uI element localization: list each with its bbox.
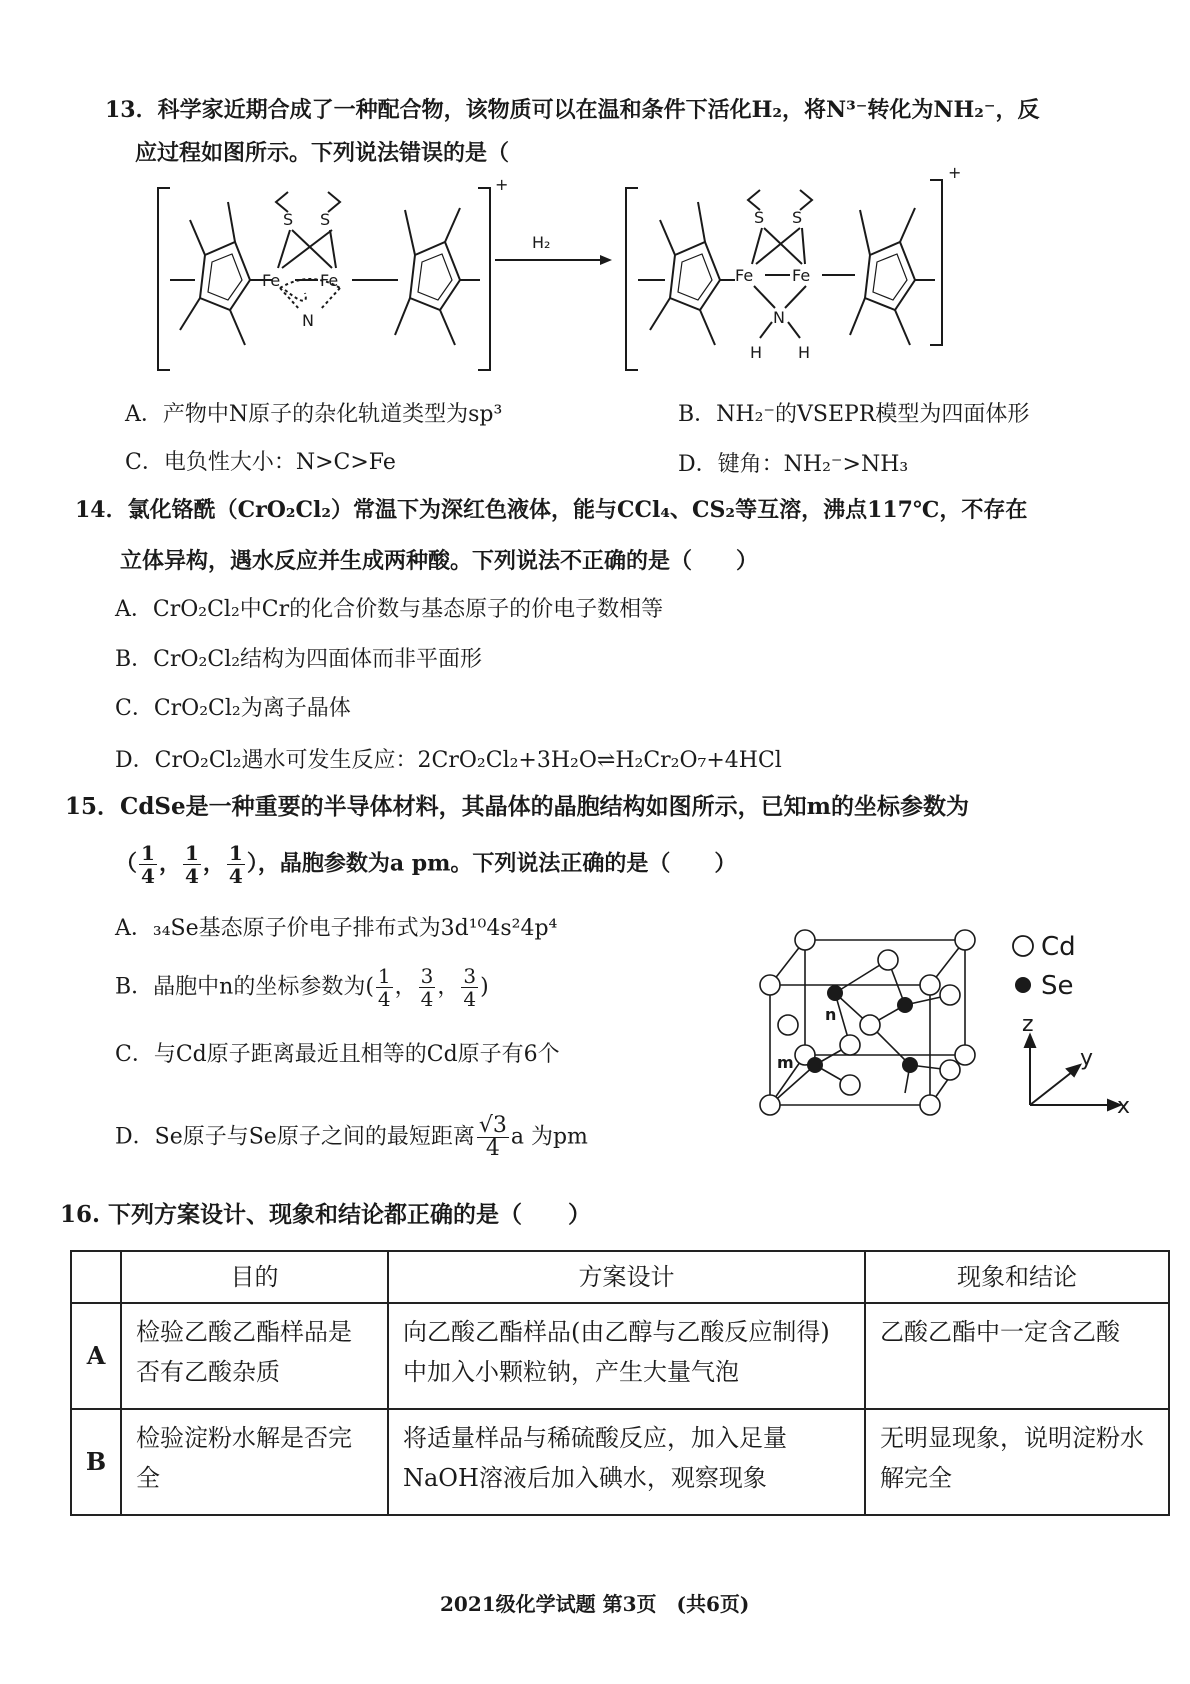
se-legend-icon bbox=[1015, 977, 1031, 993]
q15-frac-z: $\frac{1}{4}$ bbox=[228, 841, 243, 888]
q15-option-a[interactable]: A．₃₄Se基态原子价电子排布式为3d¹⁰4s²4p⁴ bbox=[115, 916, 558, 941]
q14-stem-line2: 立体异构，遇水反应并生成两种酸。下列说法不正确的是（ ） bbox=[120, 548, 759, 574]
atom-label-s: S bbox=[320, 210, 331, 229]
q15-option-d[interactable]: D．Se原子与Se原子之间的最短距离 $\frac{√3}{4}$ a 为pm bbox=[115, 1113, 588, 1161]
atom-label-s: S bbox=[792, 208, 803, 227]
cdse-legend bbox=[1005, 928, 1125, 1008]
q14-option-a[interactable]: A．CrO₂Cl₂中Cr的化合价数与基态原子的价电子数相等 bbox=[115, 597, 664, 622]
atom-label-fe: Fe bbox=[735, 266, 754, 285]
q14-stem-line1: 14．氯化铬酰（CrO₂Cl₂）常温下为深红色液体，能与CCl₄、CS₂等互溶，沸点117℃，不存在 bbox=[75, 497, 1028, 523]
atom-label-s: S bbox=[283, 210, 294, 229]
q16-stem: 16. 下列方案设计、现象和结论都正确的是（ ） bbox=[60, 1201, 592, 1228]
table-cell: 将适量样品与稀硫酸反应，加入足量NaOH溶液后加入碘水，观察现象 bbox=[388, 1409, 865, 1515]
table-cell: 向乙酸乙酯样品(由乙醇与乙酸反应制得)中加入小颗粒钠，产生大量气泡 bbox=[388, 1303, 865, 1409]
cdse-unit-cell bbox=[760, 925, 1010, 1135]
q13-option-a[interactable]: A．产物中N原子的杂化轨道类型为sp³ bbox=[125, 402, 503, 427]
q15-coord-close: ），晶胞参数为a pm。下列说法正确的是（ ） bbox=[246, 850, 737, 877]
table-cell: 检验淀粉水解是否完全 bbox=[121, 1409, 388, 1515]
complex-charge: + bbox=[948, 163, 962, 182]
q13-option-b[interactable]: B．NH₂⁻的VSEPR模型为四面体形 bbox=[678, 402, 1030, 427]
axis-y-label: y bbox=[1080, 1046, 1094, 1071]
q13-option-c[interactable]: C．电负性大小：N>C>Fe bbox=[125, 450, 396, 475]
table-cell: 乙酸乙酯中一定含乙酸 bbox=[865, 1303, 1169, 1409]
complex-charge: + bbox=[495, 175, 509, 194]
q13-stem-line1: 13．科学家近期合成了一种配合物，该物质可以在温和条件下活化H₂，将N³⁻转化为NH₂⁻，反 bbox=[105, 97, 1040, 123]
atom-label-n: N bbox=[773, 308, 785, 327]
q14-option-d[interactable]: D．CrO₂Cl₂遇水可发生反应：2CrO₂Cl₂+3H₂O⇌H₂Cr₂O₇+4HCl bbox=[115, 748, 782, 773]
cd-legend-icon bbox=[1013, 936, 1033, 956]
q13-reaction-diagram bbox=[150, 163, 1030, 380]
q13-stem-line2: 应过程如图所示。下列说法错误的是（ bbox=[135, 140, 510, 166]
table-row bbox=[71, 1303, 1169, 1409]
row-label: B bbox=[71, 1409, 121, 1515]
q16-table bbox=[70, 1250, 1170, 1516]
q14-option-b[interactable]: B．CrO₂Cl₂结构为四面体而非平面形 bbox=[115, 647, 483, 672]
q13-option-d[interactable]: D．键角：NH₂⁻>NH₃ bbox=[678, 452, 909, 477]
table-cell: 无明显现象，说明淀粉水解完全 bbox=[865, 1409, 1169, 1515]
q15-stem-line2: （ $\frac{1}{4}$ ， $\frac{1}{4}$ ， $\frac{1}{4}$ ），晶胞参数为a pm。下列说法正确的是（ ） bbox=[115, 841, 737, 888]
axis-z-label: z bbox=[1022, 1012, 1034, 1037]
atom-label-n: n bbox=[825, 1005, 837, 1024]
table-header-row bbox=[71, 1251, 1169, 1303]
table-header-cell: 方案设计 bbox=[388, 1251, 865, 1303]
product-complex bbox=[626, 180, 942, 370]
atom-label-fe: Fe bbox=[262, 271, 281, 290]
table-corner-cell bbox=[71, 1251, 121, 1303]
q14-option-c[interactable]: C．CrO₂Cl₂为离子晶体 bbox=[115, 696, 351, 721]
legend-se: Se bbox=[1041, 971, 1074, 1001]
legend-cd: Cd bbox=[1041, 932, 1076, 962]
q15-frac-x: $\frac{1}{4}$ bbox=[141, 841, 155, 888]
q15-stem-line1: 15．CdSe是一种重要的半导体材料，其晶体的晶胞结构如图所示，已知m的坐标参数为 bbox=[65, 793, 969, 820]
atom-label-fe: Fe bbox=[792, 266, 811, 285]
q15-coord-open: （ bbox=[115, 850, 138, 877]
page-footer: 2021级化学试题 第3页 (共6页) bbox=[440, 1592, 750, 1616]
table-header-cell: 目的 bbox=[121, 1251, 388, 1303]
atom-label-h: H bbox=[750, 343, 763, 362]
atom-label-m: m bbox=[777, 1053, 794, 1072]
coordinate-axes bbox=[1010, 1012, 1135, 1125]
q15-frac-y: $\frac{1}{4}$ bbox=[184, 841, 199, 888]
atom-label-fe: Fe bbox=[320, 271, 339, 290]
row-label: A bbox=[71, 1303, 121, 1409]
q15-option-c[interactable]: C．与Cd原子距离最近且相等的Cd原子有6个 bbox=[115, 1042, 560, 1067]
axis-x-label: x bbox=[1117, 1094, 1131, 1119]
atom-label-s: S bbox=[754, 208, 765, 227]
table-header-cell: 现象和结论 bbox=[865, 1251, 1169, 1303]
q15-option-b[interactable]: B．晶胞中n的坐标参数为( $\frac{1}{4}$ ， $\frac{3}{4}$ ， $\frac{3}{4}$ ) bbox=[115, 964, 489, 1011]
table-row bbox=[71, 1409, 1169, 1515]
atom-label-n: N bbox=[302, 311, 314, 330]
atom-label-h: H bbox=[798, 343, 811, 362]
reaction-condition: H₂ bbox=[532, 233, 551, 252]
table-cell: 检验乙酸乙酯样品是否有乙酸杂质 bbox=[121, 1303, 388, 1409]
